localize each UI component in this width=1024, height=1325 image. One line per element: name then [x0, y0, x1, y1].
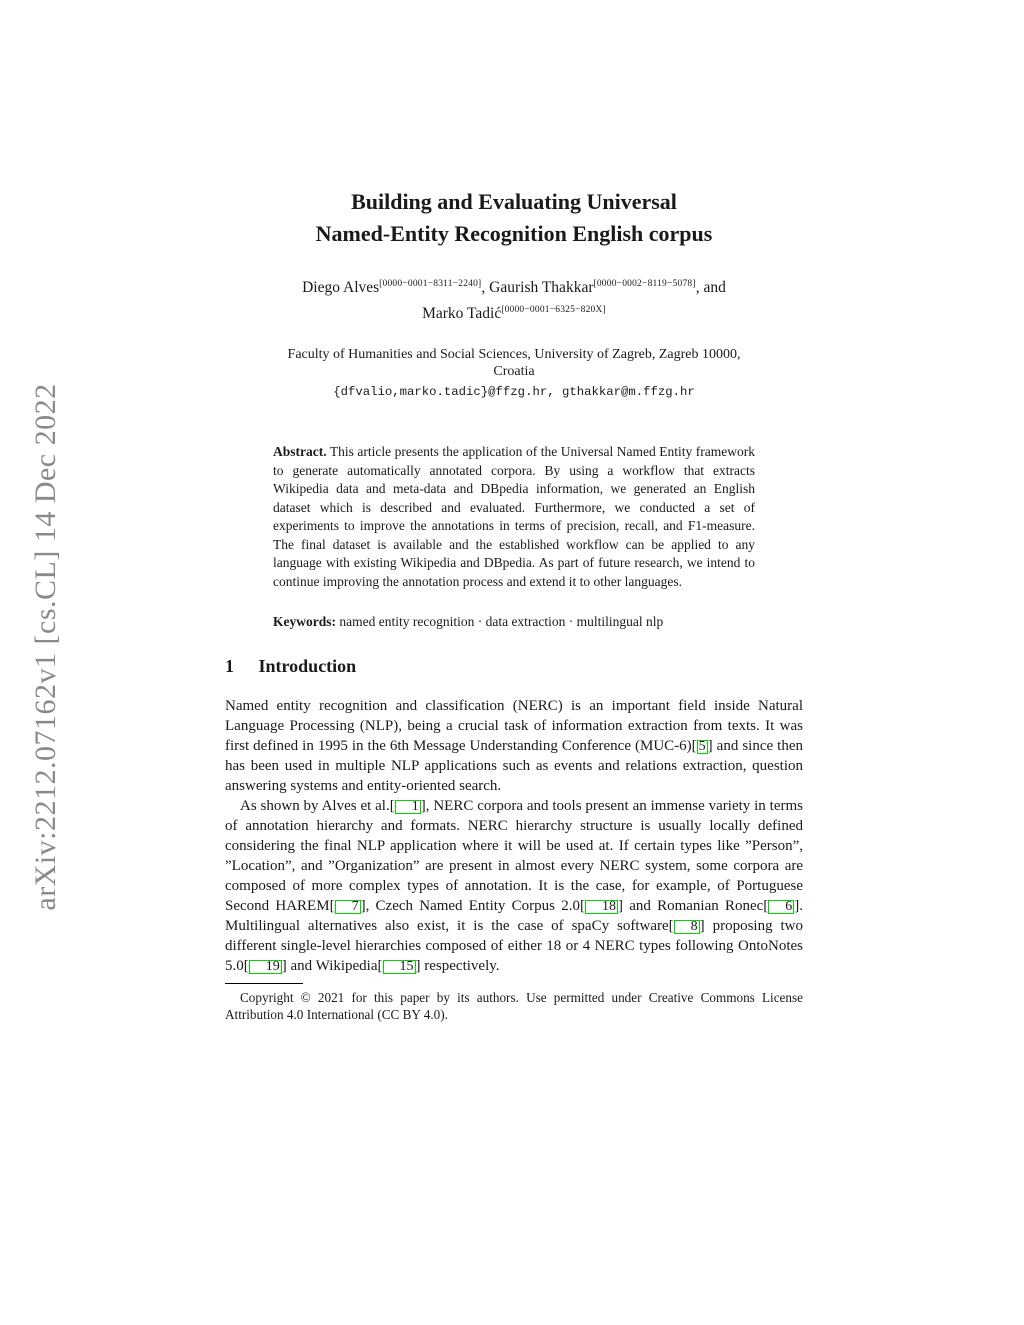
section-heading-introduction: [225, 656, 803, 677]
abstract-label: Abstract.: [273, 444, 327, 459]
paper-title-line2: Named-Entity Recognition English corpus: [315, 221, 713, 246]
author-name: Gaurish Thakkar: [489, 279, 594, 296]
author-line: Diego Alves[0000−0001−8311−2240], Gaurish Thakkar[0000−0002−8119−5078], and: [302, 279, 726, 296]
abstract-text: This article presents the application of the Universal Named Entity framework to generate automatically annotated corpora. By using a workflow that extracts Wikipedia data and meta-data and DBpedia information, we generated an English dataset which is described and evaluated. Furthermore, we conducted a set of experiments to improve the annotations in terms of precision, recall, and F1-measure. The final dataset is available and the established workflow can be applied to any language with existing Wikipedia and DBpedia. As part of future research, we intend to continue improving the annotation process and extend it to other languages.: [273, 444, 755, 589]
citation: [ 15 ]: [377, 957, 421, 974]
body-paragraph: As shown by Alves et al.[ 1 ], NERC corpora and tools present an immense variety in terms of annotation hierarchy and formats. NERC hierarchy structure is usually locally defined considering the final NLP application where it will be used at. If certain types like ”Person”, ”Location”, and ”Organization” are present in almost every NERC system, some corpora are composed of more complex types of annotation. It is the case, for example, of Portuguese Second HAREM[ 7 ], Czech Named Entity Corpus 2.0[ 18 ] and Romanian Ronec[ 6 ]. Multilingual alternatives also exist, it is the case of spaCy software[ 8 ] proposing two different single-level hierarchies composed of either 18 or 4 NERC types following OntoNotes 5.0[ 19 ] and Wikipedia[ 15 ] respectively.: [225, 797, 804, 974]
citation-link[interactable]: 6: [768, 900, 794, 914]
affiliation-line2: Croatia: [493, 364, 535, 379]
footnote-text: Copyright © 2021 for this paper by its authors. Use permitted under Creative Commons License Attribution 4.0 International (CC BY 4.0).: [225, 989, 803, 1022]
body-paragraph: Named entity recognition and classification (NERC) is an important field inside Natural Language Processing (NLP), being a crucial task of information extraction from texts. It was first defined in 1995 in the 6th Message Understanding Conference (MUC-6)[ 5 ] and since then has been used in multiple NLP applications such as events and relations extraction, question answering systems and entity-oriented search.: [225, 697, 803, 794]
citation: [ 5 ]: [691, 737, 713, 754]
section-title: Introduction: [258, 655, 357, 676]
arxiv-watermark: arXiv:2212.07162v1 [cs.CL] 14 Dec 2022: [29, 383, 62, 911]
author-line: [225, 302, 803, 328]
author-name: Diego Alves: [302, 279, 380, 296]
body-paragraphs: [225, 696, 803, 976]
content-column: [225, 186, 803, 1024]
author-emails: {dfvalio,marko.tadic}@ffzg.hr, gthakkar@m.ffzg.hr: [333, 385, 695, 399]
footnote-rule: [225, 983, 303, 984]
affiliation-line1: Faculty of Humanities and Social Sciences, University of Zagreb, Zagreb 10000,: [287, 347, 741, 362]
keywords-text: named entity recognition · data extraction · multilingual nlp: [339, 614, 664, 629]
citation-link[interactable]: 7: [335, 900, 361, 914]
citation: [ 6 ]: [763, 897, 800, 914]
author-orcid: [0000−0001−6325−820X]: [501, 305, 606, 315]
affiliation: [225, 346, 803, 380]
section-number: 1: [225, 655, 234, 676]
citation-link[interactable]: 1: [395, 800, 421, 814]
citation: [ 1 ]: [389, 797, 426, 814]
citation-link[interactable]: 19: [249, 960, 282, 974]
citation: [ 7 ]: [329, 897, 366, 914]
author-lines: [225, 276, 803, 328]
keywords-label: Keywords:: [273, 614, 336, 629]
citation: [ 19 ]: [243, 957, 287, 974]
footnote-block: [225, 983, 803, 1024]
author-name: Marko Tadić: [422, 305, 502, 322]
author-orcid: [0000−0001−8311−2240]: [379, 279, 482, 289]
abstract-block: [273, 443, 755, 591]
keywords-block: [273, 613, 755, 632]
paper-title-line1: Building and Evaluating Universal: [351, 189, 677, 214]
citation: [ 18 ]: [579, 897, 623, 914]
citation: [ 8 ]: [668, 917, 705, 934]
author-orcid: [0000−0002−8119−5078]: [593, 279, 696, 289]
citation-link[interactable]: 15: [383, 960, 416, 974]
paper-title: [225, 186, 803, 250]
citation-link[interactable]: 18: [585, 900, 618, 914]
citation-link[interactable]: 5: [698, 738, 706, 754]
citation-link[interactable]: 8: [674, 920, 700, 934]
